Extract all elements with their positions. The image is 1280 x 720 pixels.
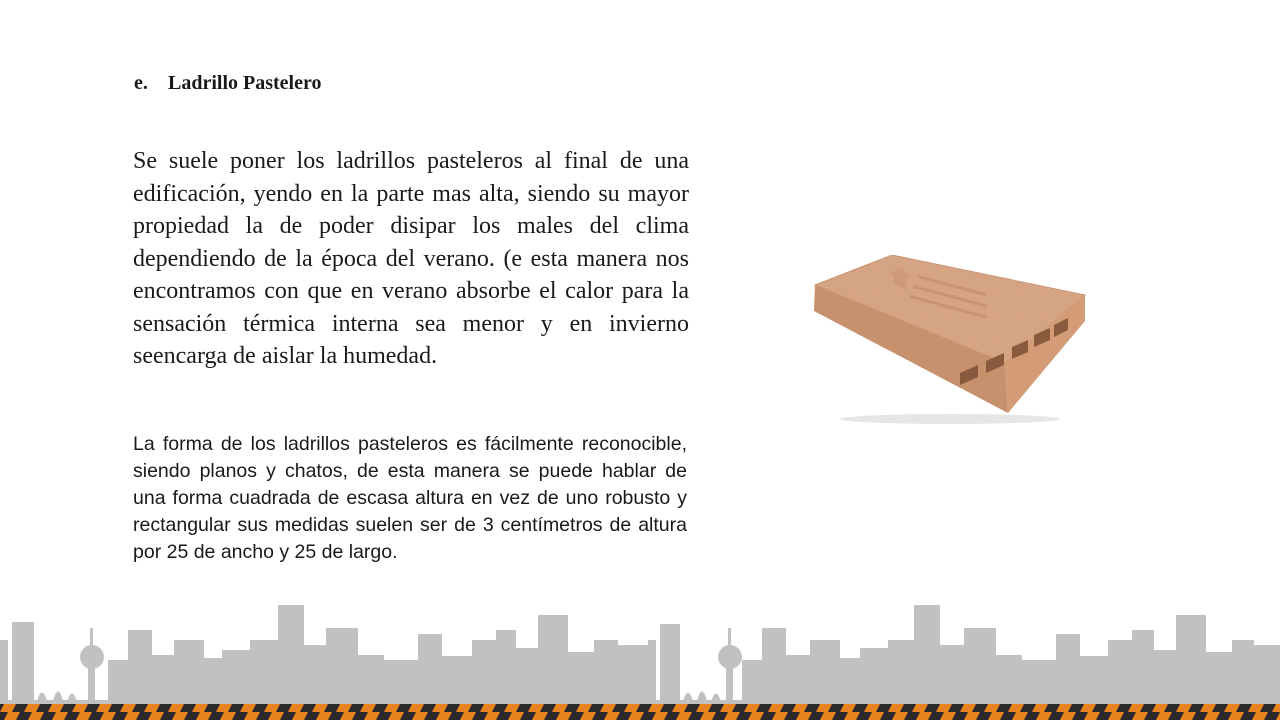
paragraph-shape: La forma de los ladrillos pasteleros es fácilmente reconocible, siendo planos y chatos, de esta manera se puede hablar de una forma cuadrada de escasa altura en vez de uno robusto y rectangular sus medidas suelen ser de 3 centímetros de altura por 25 de ancho y 25 de largo. xyxy=(133,433,687,563)
paragraph-description: Se suele poner los ladrillos pasteleros al final de una edificación, yendo en la parte mas alta, siendo su mayor propiedad la de poder disipar los males del clima dependiendo de la época del verano. (e esta manera nos encontramos con que en verano absorbe el calor para la sensación térmica interna sea menor y en invierno seencarga de aislar la humedad. xyxy=(133,148,689,369)
list-marker: e. xyxy=(134,72,148,94)
city-skyline-decoration xyxy=(0,600,1280,720)
section-title: Ladrillo Pastelero xyxy=(168,72,322,94)
section-heading xyxy=(134,72,322,95)
brick-image xyxy=(800,255,1100,425)
